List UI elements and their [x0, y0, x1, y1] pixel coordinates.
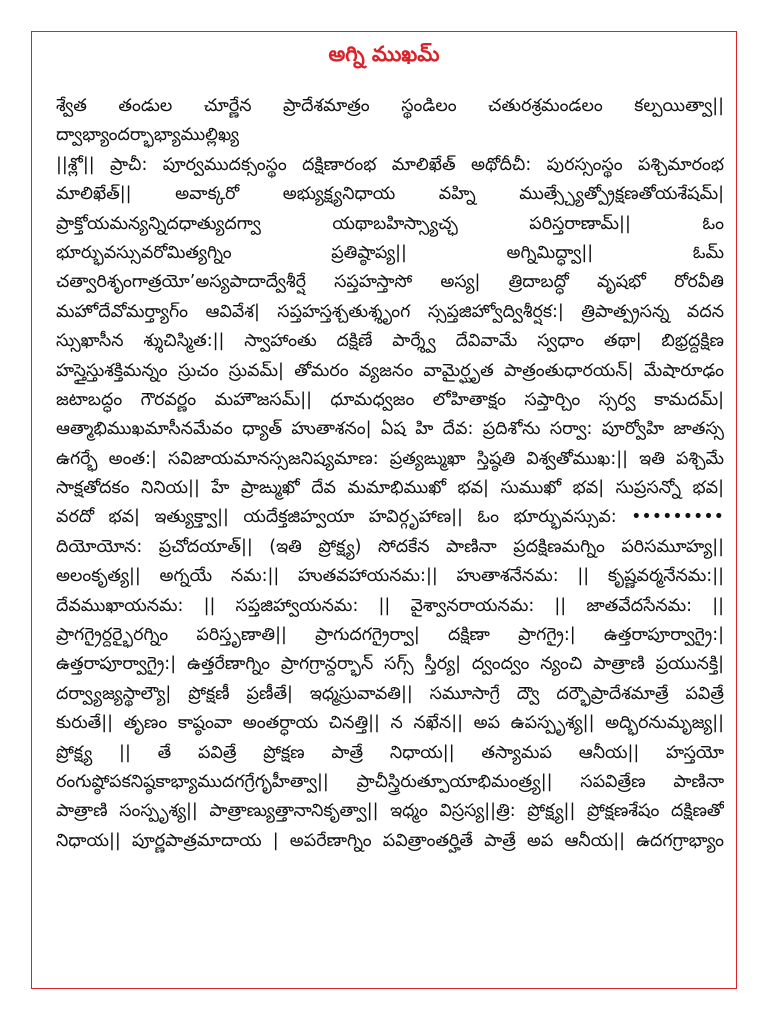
text-line: శ్వేత తండుల చూర్ణేన ప్రాదేశమాత్రం స్థండిలం చతురశ్రమండలం కల్పయిత్వా|| — [56, 96, 724, 116]
text-line: జటాబద్ధం గౌరవర్ణం మహౌజసమ్|| ధూమధ్వజం లోహితాక్షం సప్తార్చిం స్సర్వ కామదమ్| — [56, 389, 724, 410]
text-line: హస్తైస్తుశక్తిమన్నం స్రుచం స్రువమ్| తోమరం వ్యజనం వామైర్ఘృత పాత్రంతుధారయన్| మేషారూఢం — [56, 360, 724, 381]
text-line: చత్వారిశృంగాత్రయో’అస్యపాదాద్వేశీర్షే సప్తహస్తాసో అస్య| త్రిదాబద్ధో వృషభో రోరవీతి — [56, 272, 724, 293]
text-line: ప్రోక్ష్య || తే పవిత్రే ప్రోక్షణ పాత్రే నిధాయ|| తస్యామప ఆనీయ|| హస్తయో — [56, 742, 724, 763]
text-line: దర్వ్యాజ్యస్థాల్యౌ| ప్రోక్షణీ ప్రణీతే| ఇధ్మస్రువావతి|| సమూసాగ్రే ద్వౌ దర్భౌప్రాదేశమాత్రే పవిత్రే — [56, 683, 724, 704]
text-line: సాక్షతోదకం నినియ|| హే ప్రాఙ్ముఖో దేవ మమాభిముఖో భవ| సుముఖో భవ| సుప్రసన్నో భవ| — [56, 478, 724, 499]
text-line: ఉత్తరాపూర్వాగ్రై:| ఉత్తరేణాగ్నిం ప్రాగగ్రాన్దర్భాన్ సగ్స్ స్తీర్య| ద్వంద్వం న్యంచి పాత్రాణి ప్రయునక్తి| — [56, 654, 724, 675]
text-line: ప్రాక్తోయమన్యన్నిదధాత్యుదగ్వా యథాబహిస్స్యాచ్ఛ పరిస్తరాణామ్|| ఓం — [56, 213, 724, 234]
text-line: రంగుష్ఠోపకనిష్ఠకాభ్యాముదగగ్రేగృహీత్వా|| ప్రాచీస్త్రిరుత్పూయాభిమంత్ర్య|| సపవిత్రేణ పాణినా — [56, 771, 724, 792]
text-line: అలంకృత్య|| అగ్నయే నమ:|| హుతవహాయనమ:|| హుతాశనేనమ: || కృష్ణవర్మనేనమ:|| — [56, 566, 724, 587]
text-line: దియోయోన: ప్రచోదయాత్|| (ఇతి ప్రోక్ష్య) సోదకేన పాణినా ప్రదక్షిణమగ్నిం పరిసమూహ్య|| — [56, 536, 724, 557]
text-line: మహోదేవోమర్త్యాగ్ం ఆవివేశ| సప్తహస్తశ్చతుశ్శృంగ స్సప్తజిహ్వోద్విశీర్షక:| త్రిపాత్ప్రసన్న వదన — [56, 301, 724, 322]
text-line: ఉగర్భే అంత:| సవిజాయమానస్సజనిష్యమాణ: ప్రత్యఙ్ముఖా స్తిష్ఠతి విశ్వతోముఖ:|| ఇతి పశ్చిమే — [56, 448, 724, 469]
text-line: ద్వాభ్యాందర్భాభ్యాముల్లిఖ్య — [56, 125, 240, 146]
document-body — [56, 92, 724, 856]
page-title: అగ్ని ముఖమ్ — [328, 42, 440, 66]
text-line: నిధాయ|| పూర్ణపాత్రమాదాయ | అపరేణాగ్నిం పవిత్రాంతర్హితే పాత్రే అప ఆనీయ|| ఉదగగ్రాభ్యాం — [56, 830, 724, 851]
text-line: కురుతే|| తృణం కాష్ఠంవా అంతర్ధాయ చినత్తి|| న నఖేన|| అప ఉపస్పృశ్య|| అద్భిరనుమృజ్య|| — [56, 713, 724, 734]
text-line: మాలిఖేత్|| అవాక్కరో అభ్యుక్ష్యనిధాయ వహ్ని ముత్స్చ్యేత్ప్రోక్షణతోయశేషమ్| — [56, 184, 724, 205]
text-line: ఆత్మాభిముఖమాసీనమేవం ధ్యాత్ హుతాశనం| ఏష హి దేవ: ప్రదిశోను సర్వా: పూర్వోహి జాతస్స — [56, 419, 724, 440]
text-line: దేవముఖాయనమ: || సప్తజిహ్వాయనమ: || వైశ్వానరాయనమ: || జాతవేదసేనమ: || — [56, 595, 724, 616]
text-line: పాత్రాణి సంస్పృశ్య|| పాత్రాణ్యుత్తానానికృత్వా|| ఇధ్మం విస్రస్య||త్రి: ప్రోక్ష్య|| ప్రోక్షణశేషం దక్షిణతో — [56, 801, 724, 822]
text-line: స్సుఖాసీన శ్శుచిస్మిత:|| స్వాహాంతు దక్షిణే పార్శ్వే దేవివామే స్వధాం తథా| బిభ్రద్దక్షిణ — [56, 331, 724, 352]
text-line: ప్రాగగ్రైర్దర్భైరగ్నిం పరిస్తృణాతి|| ప్రాగుదగగ్రైర్వా| దక్షిణా ప్రాగగ్రై:| ఉత్తరాపూర్వాగ్రై:| — [56, 625, 724, 646]
text-line: భూర్భువస్సువరోమిత్యగ్నిం ప్రతిష్ఠాప్య|| అగ్నిమిద్ధ్వా|| ఓమ్ — [56, 242, 724, 263]
text-line: వరదో భవ| ఇత్యుక్త్వా|| యదేక్తజిహ్వయా హవిర్గృహాణ|| ఓం భూర్భువస్సువ: ••••••••• — [56, 507, 724, 528]
text-line: ||శ్లో|| ప్రాచీ: పూర్వముదక్సంస్థం దక్షిణారంభ మాలిఖేత్ అథోదీచీ: పురస్సంస్థం పశ్చిమారంభ — [56, 154, 724, 175]
